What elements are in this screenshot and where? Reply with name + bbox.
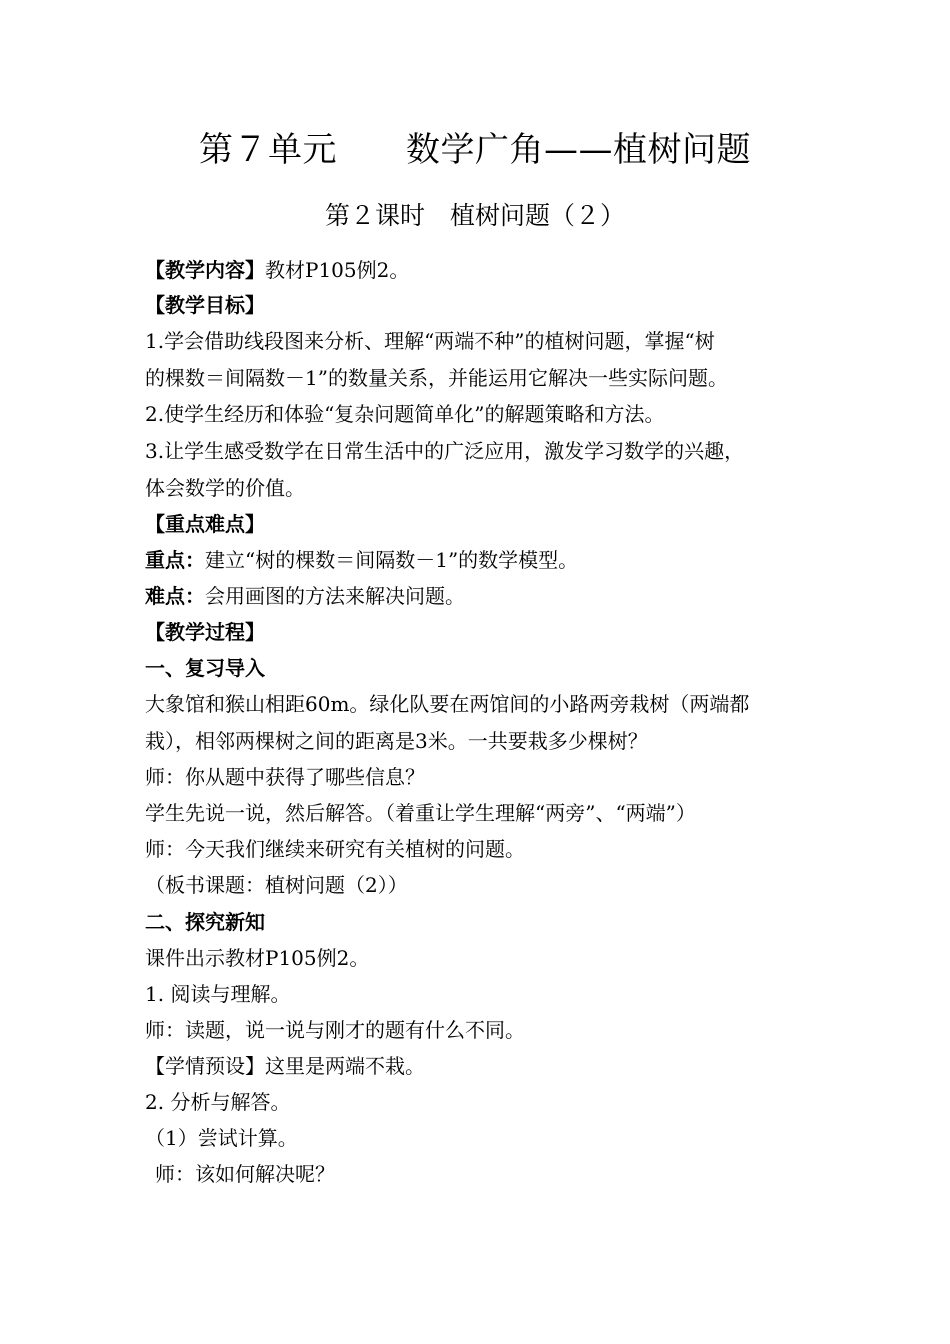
preset-text: 这里是两端不栽。 — [265, 1054, 425, 1078]
lesson-subtitle: 第２课时 植树问题（２） — [324, 201, 625, 230]
unit-title: 第７单元 数学广角——植树问题 — [199, 130, 751, 170]
key-point-prefix: 重点： — [145, 548, 205, 572]
process-label: 【教学过程】 — [145, 620, 265, 644]
difficulty-prefix: 难点： — [145, 584, 205, 608]
key-points-label: 【重点难点】 — [145, 512, 265, 536]
goals-label: 【教学目标】 — [145, 293, 265, 317]
content-label: 【教学内容】 — [145, 258, 265, 282]
preset-line — [145, 1053, 825, 1079]
key-point-text: 建立“树的棵数＝间隔数－1”的数学模型。 — [205, 548, 579, 572]
difficulty-text: 会用画图的方法来解决问题。 — [205, 584, 465, 608]
goal-2: 2.使学生经历和体验“复杂问题简单化”的解题策略和方法。 — [145, 402, 665, 426]
difficulty-line — [145, 583, 825, 609]
step-2: 2. 分析与解答。 — [145, 1090, 291, 1114]
content-line — [145, 257, 825, 283]
section-2-heading: 二、探究新知 — [145, 910, 265, 934]
goal-1-line-2: 的棵数＝间隔数－1”的数量关系，并能运用它解决一些实际问题。 — [145, 366, 728, 390]
teacher-question-3: 师：该如何解决呢？ — [155, 1162, 335, 1186]
teacher-statement: 师：今天我们继续来研究有关植树的问题。 — [145, 837, 525, 861]
content-text: 教材P105例2。 — [265, 258, 410, 282]
intro-line-1: 大象馆和猴山相距60m。绿化队要在两馆间的小路两旁栽树（两端都 — [145, 692, 750, 716]
sub-step-1: （1）尝试计算。 — [145, 1126, 298, 1150]
board-title-note: （板书课题：植树问题（2）） — [145, 873, 408, 897]
teacher-question-1: 师：你从题中获得了哪些信息？ — [145, 765, 425, 789]
goal-3-line-1: 3.让学生感受数学在日常生活中的广泛应用，激发学习数学的兴趣， — [145, 439, 745, 463]
key-point-line — [145, 547, 825, 573]
goal-1-line-1: 1.学会借助线段图来分析、理解“两端不种”的植树问题，掌握“树 — [145, 329, 715, 353]
step-1: 1. 阅读与理解。 — [145, 982, 291, 1006]
courseware-note: 课件出示教材P105例2。 — [145, 946, 370, 970]
preset-label: 【学情预设】 — [145, 1054, 265, 1078]
intro-line-2: 栽），相邻两棵树之间的距离是3米。一共要栽多少棵树？ — [145, 729, 648, 753]
teacher-question-2: 师：读题，说一说与刚才的题有什么不同。 — [145, 1018, 525, 1042]
goal-3-line-2: 体会数学的价值。 — [145, 476, 305, 500]
student-activity: 学生先说一说，然后解答。（着重让学生理解“两旁”、“两端”） — [145, 801, 696, 825]
section-1-heading: 一、复习导入 — [145, 656, 265, 680]
